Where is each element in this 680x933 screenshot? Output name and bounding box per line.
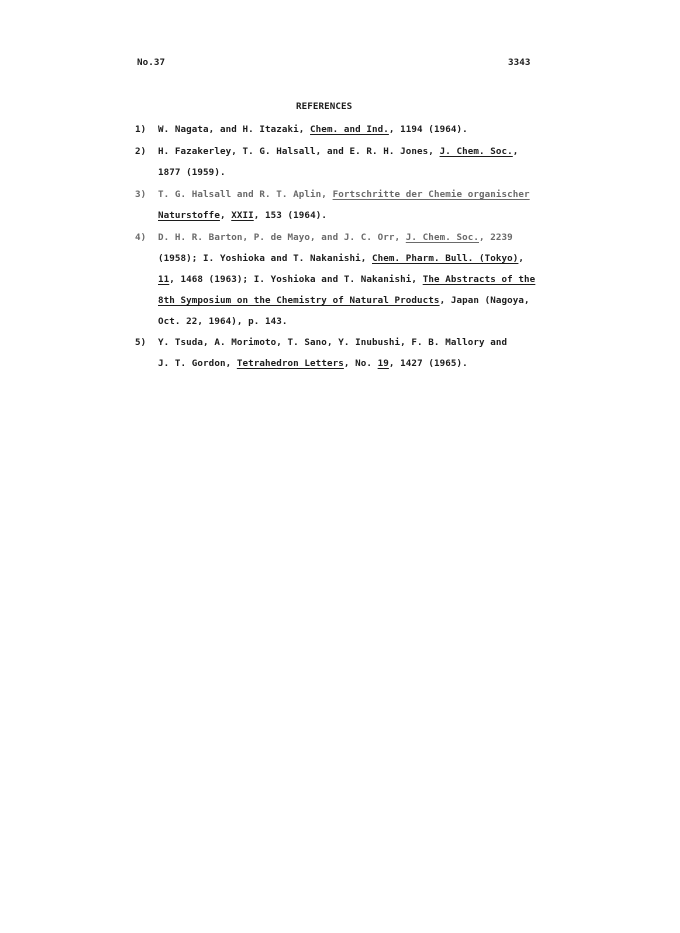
reference-line: 11, 1468 (1963); I. Yoshioka and T. Nakanishi, The Abstracts of the <box>158 274 536 285</box>
reference-line: Y. Tsuda, A. Morimoto, T. Sano, Y. Inubushi, F. B. Mallory and <box>158 337 508 348</box>
page-number: 3343 <box>508 57 531 68</box>
title-underlined: The Abstracts of the <box>422 274 536 285</box>
reference-line: D. H. R. Barton, P. de Mayo, and J. C. Orr, J. Chem. Soc., 2239 <box>158 232 513 243</box>
reference-line: (1958); I. Yoshioka and T. Nakanishi, Chem. Pharm. Bull. (Tokyo), <box>158 253 525 264</box>
journal-title-underlined: J. Chem. Soc. <box>405 232 479 243</box>
book-title-underlined: Naturstoffe <box>158 210 220 221</box>
reference-number: 3) <box>135 189 147 200</box>
journal-title-underlined: J. Chem. Soc. <box>439 146 513 157</box>
title-underlined: 8th Symposium on the Chemistry of Natural Products <box>158 295 440 306</box>
volume-underlined: XXII <box>231 210 254 221</box>
reference-line: H. Fazakerley, T. G. Halsall, and E. R. H. Jones, J. Chem. Soc., <box>158 146 519 157</box>
reference-number: 1) <box>135 124 147 135</box>
reference-line: W. Nagata, and H. Itazaki, Chem. and Ind., 1194 (1964). <box>158 124 468 135</box>
issue-number-underlined: 19 <box>377 358 389 369</box>
reference-number: 4) <box>135 232 147 243</box>
journal-number: No.37 <box>137 57 166 68</box>
reference-number: 2) <box>135 146 147 157</box>
volume-underlined: 11 <box>158 274 170 285</box>
book-title-underlined: Fortschritte der Chemie organischer <box>332 189 530 200</box>
reference-number: 5) <box>135 337 147 348</box>
references-heading: REFERENCES <box>296 101 353 112</box>
reference-line: 1877 (1959). <box>158 167 226 178</box>
reference-line: Oct. 22, 1964), p. 143. <box>158 316 288 327</box>
journal-title-underlined: Chem. and Ind. <box>310 124 389 135</box>
reference-line: 8th Symposium on the Chemistry of Natural Products, Japan (Nagoya, <box>158 295 530 306</box>
journal-title-underlined: Tetrahedron Letters <box>236 358 344 369</box>
reference-line: Naturstoffe, XXII, 153 (1964). <box>158 210 327 221</box>
journal-title-underlined: Chem. Pharm. Bull. (Tokyo) <box>372 253 519 264</box>
reference-line: J. T. Gordon, Tetrahedron Letters, No. 19, 1427 (1965). <box>158 358 468 369</box>
reference-line: T. G. Halsall and R. T. Aplin, Fortschritte der Chemie organischer <box>158 189 530 200</box>
